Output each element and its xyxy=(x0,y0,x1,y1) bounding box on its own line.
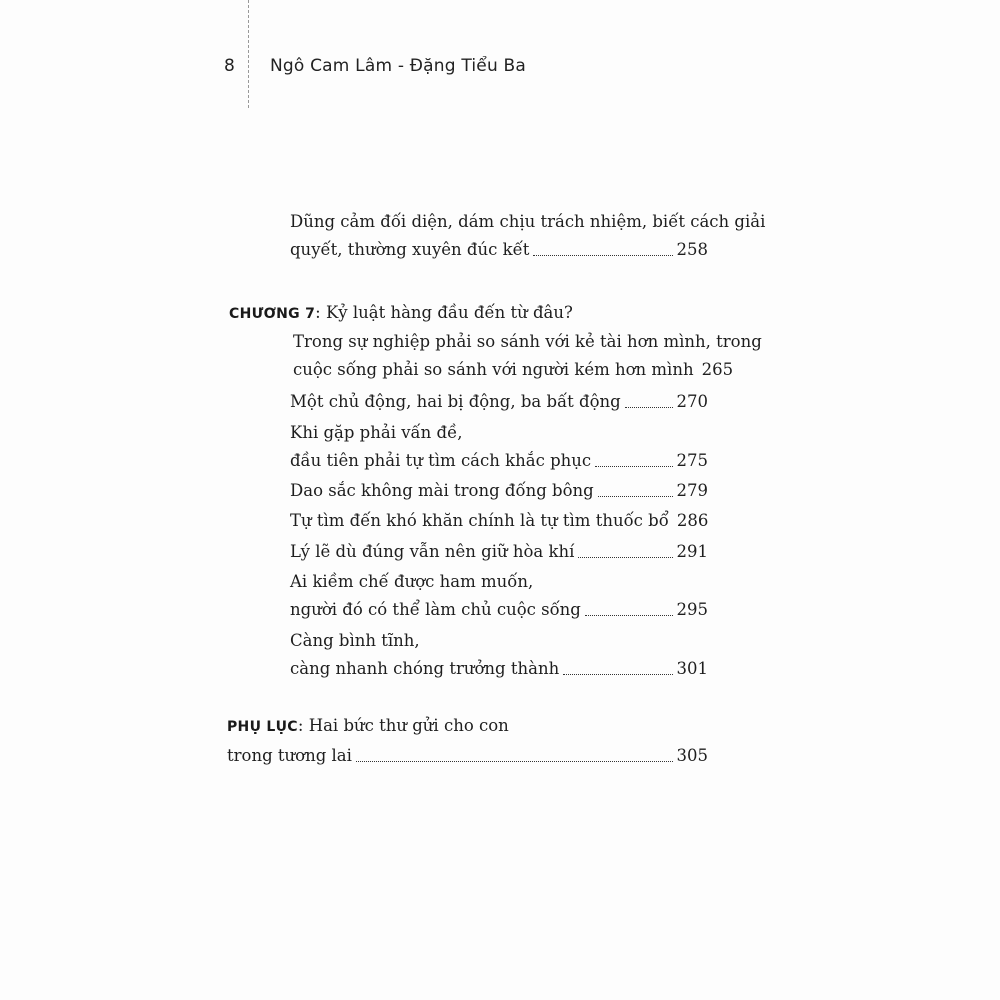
toc-entry-text: Lý lẽ dù đúng vẫn nên giữ hòa khí xyxy=(290,542,575,561)
toc-page-number: 279 xyxy=(676,481,708,500)
dot-leader xyxy=(598,496,673,497)
toc-entry-text: Dao sắc không mài trong đống bông xyxy=(290,481,594,500)
toc-entry-line xyxy=(290,567,708,597)
toc-entry-line xyxy=(290,207,766,237)
toc-entry-text: Một chủ động, hai bị động, ba bất động xyxy=(290,392,621,411)
appendix-heading xyxy=(227,711,707,741)
toc-entry-text: Ai kiềm chế được ham muốn, xyxy=(290,572,534,591)
dot-leader xyxy=(595,466,672,467)
toc-page-number: 305 xyxy=(676,746,708,765)
appendix-title: : Hai bức thư gửi cho con xyxy=(297,716,509,735)
toc-page-number: 275 xyxy=(676,451,708,470)
toc-entry-line xyxy=(290,654,708,684)
header-divider-line xyxy=(248,0,249,108)
running-title: Ngô Cam Lâm - Đặng Tiểu Ba xyxy=(270,56,527,76)
chapter-title: : Kỷ luật hàng đầu đến từ đâu? xyxy=(315,303,573,322)
running-header xyxy=(224,52,526,80)
toc-entry-line xyxy=(290,235,708,265)
toc-entry-text: càng nhanh chóng trưởng thành xyxy=(290,659,560,678)
toc-page-number: 291 xyxy=(676,542,708,561)
toc-entry-line xyxy=(290,595,708,625)
toc-entry-text: Khi gặp phải vấn đề, xyxy=(290,423,463,442)
toc-page-number: 265 xyxy=(701,360,734,379)
dot-leader xyxy=(563,674,672,675)
dot-leader xyxy=(533,255,672,256)
toc-entry-line xyxy=(227,741,708,771)
dot-leader xyxy=(578,557,672,558)
toc-entry-line xyxy=(290,537,708,567)
chapter-label: CHƯƠNG 7 xyxy=(229,306,316,322)
toc-page-number: 301 xyxy=(676,659,708,678)
toc-page-number: 258 xyxy=(676,240,708,259)
toc-entry-line xyxy=(290,506,708,536)
toc-entry-text: Dũng cảm đối diện, dám chịu trách nhiệm, biết cách giải xyxy=(290,212,766,231)
toc-entry-text: Trong sự nghiệp phải so sánh với kẻ tài hơn mình, trong xyxy=(293,332,762,351)
toc-page-number: 286 xyxy=(676,511,709,530)
dot-leader xyxy=(585,615,673,616)
page-number: 8 xyxy=(224,56,235,76)
toc-entry-line xyxy=(293,355,734,385)
toc-entry-text: đầu tiên phải tự tìm cách khắc phục xyxy=(290,451,592,470)
appendix-label: PHỤ LỤC xyxy=(227,719,298,735)
toc-entry-line xyxy=(290,476,708,506)
toc-entry-line xyxy=(290,446,708,476)
dot-leader xyxy=(625,407,673,408)
toc-entry-text: cuộc sống phải so sánh với người kém hơn mình xyxy=(293,360,694,379)
toc-entry-line xyxy=(290,626,708,656)
toc-entry-text: Tự tìm đến khó khăn chính là tự tìm thuốc bổ xyxy=(290,511,669,530)
toc-entry-text: quyết, thường xuyên đúc kết xyxy=(290,240,530,259)
toc-entry-line xyxy=(290,387,708,417)
toc-entry-line xyxy=(293,327,762,357)
toc-page-number: 270 xyxy=(676,392,708,411)
dot-leader xyxy=(356,761,673,762)
toc-entry-text: người đó có thể làm chủ cuộc sống xyxy=(290,600,581,619)
toc-entry-text: trong tương lai xyxy=(227,746,352,765)
chapter-heading xyxy=(229,298,709,328)
toc-entry-text: Càng bình tĩnh, xyxy=(290,631,420,650)
toc-page-number: 295 xyxy=(676,600,708,619)
toc-entry-line xyxy=(290,418,708,448)
